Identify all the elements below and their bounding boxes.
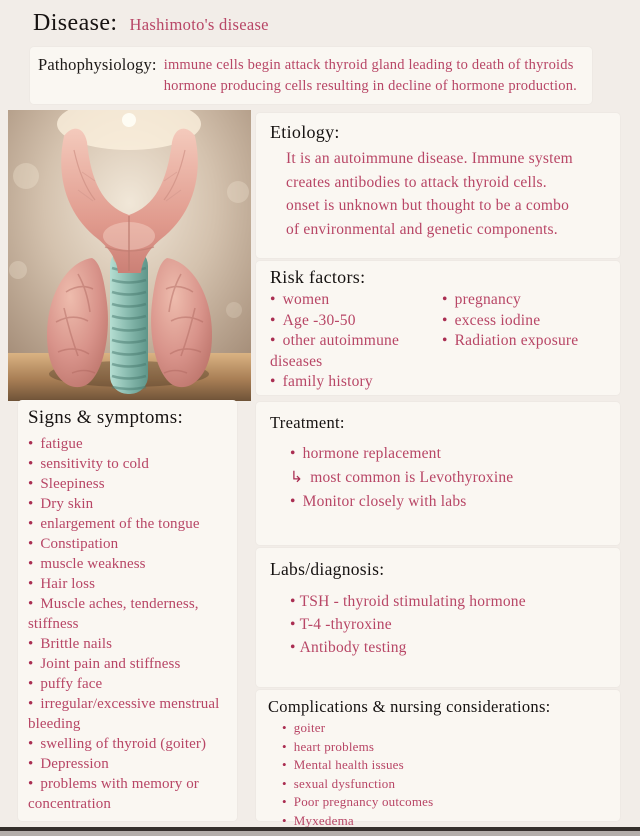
labs-diagnosis-list [290,590,620,659]
list-item-text: sensitivity to cold [40,456,149,472]
list-item-text: hormone replacement [302,445,442,462]
bullet-icon: • [28,556,34,572]
treatment-list [290,442,620,514]
list-item [28,554,229,574]
list-item [28,694,229,734]
list-item [282,719,620,738]
list-item [28,474,229,494]
bullet-icon: • [442,291,448,308]
complications-heading: Complications & nursing considerations: [268,697,551,716]
list-item-text: enlargement of the tongue [40,516,200,532]
pathophysiology-text: immune cells begin attack thyroid gland leading to death of thyroids hormone producing cells resulting in decline of hormone production. [163,57,577,94]
list-item-text: most common is Levothyroxine [310,469,514,486]
bullet-icon: • [270,373,276,390]
list-item [28,774,229,814]
bullet-icon: • [282,738,287,754]
bullet-icon: • [290,616,296,633]
list-item-text: Myxedema [293,812,354,828]
list-item [28,754,229,774]
list-item-text: swelling of thyroid (goiter) [40,736,207,752]
list-item-text: Joint pain and stiffness [40,656,181,672]
list-item [442,331,612,352]
list-item [290,466,620,490]
list-item [28,634,229,654]
labs-diagnosis-card [256,548,620,687]
list-item [270,311,442,332]
bullet-icon: • [442,332,448,349]
signs-symptoms-card [18,400,237,821]
list-item-text: family history [282,373,373,390]
list-item-text: irregular/excessive menstrual bleeding [28,696,220,732]
list-item [28,594,229,634]
list-item [270,372,442,393]
list-item-text: Sleepiness [40,476,105,492]
treatment-card [256,402,620,545]
signs-symptoms-list [28,434,229,814]
list-item-text: sexual dysfunction [293,775,396,791]
list-item-text: T-4 -thyroxine [299,616,392,633]
etiology-text: It is an autoimmune disease. Immune system creates antibodies to attack thyroid cells. onset is unknown but thought to be a combo of environmental and genetic components. [286,150,573,238]
bullet-icon: • [28,756,34,772]
list-item-text: problems with memory or concentration [28,776,199,812]
list-item-text: heart problems [293,738,375,754]
complications-card [256,690,620,828]
list-item [28,534,229,554]
bullet-icon: • [282,794,287,809]
treatment-heading: Treatment: [270,413,345,432]
list-item [28,674,229,694]
list-item-text: muscle weakness [40,556,146,572]
list-item [290,613,620,636]
bullet-icon: • [28,656,34,672]
bullet-icon: • [28,776,34,792]
disease-value: Hashimoto's disease [129,15,269,34]
bullet-icon: • [28,736,34,752]
bullet-icon: • [28,536,34,552]
bullet-icon: • [290,593,296,610]
list-item-text: pregnancy [454,291,521,308]
list-item [282,793,620,812]
bullet-icon: • [290,445,296,462]
list-item [28,434,229,454]
list-item-text: Mental health issues [293,757,404,772]
list-item [270,290,442,311]
bullet-icon: • [28,676,34,692]
list-item [270,331,442,372]
list-item [282,738,620,757]
list-item [28,494,229,514]
bullet-icon: • [282,775,287,791]
bullet-icon: • [282,757,287,772]
risk-factors-card [256,261,620,395]
etiology-heading: Etiology: [270,122,340,142]
bullet-icon: • [290,493,296,510]
list-item [28,514,229,534]
thyroid-illustration [8,110,251,401]
complications-list [282,719,620,830]
list-item [290,590,620,613]
pathophysiology-card [30,47,592,104]
bullet-icon: • [270,311,276,329]
risk-factors-heading: Risk factors: [270,267,366,287]
list-item [290,490,620,514]
list-item [282,775,620,794]
thyroid-gland-image [8,110,251,401]
signs-symptoms-heading: Signs & symptoms: [28,407,184,428]
risk-factors-left-column [270,290,442,393]
labs-diagnosis-heading: Labs/diagnosis: [270,559,385,579]
list-item-text: Radiation exposure [454,332,579,349]
page-bottom-edge [0,827,640,836]
bullet-icon: • [28,636,34,652]
list-item-text: goiter [293,720,326,735]
etiology-card [256,113,620,258]
list-item-text: Muscle aches, tenderness, stiffness [28,596,199,632]
list-item-text: Constipation [40,536,119,552]
bullet-icon: • [28,516,34,532]
bullet-icon: • [270,291,276,308]
bullet-icon: • [28,496,34,512]
list-item-text: Hair loss [40,576,96,592]
bullet-icon: • [28,476,34,492]
list-item [290,636,620,659]
list-item-text: Age -30-50 [282,311,356,329]
disease-header [33,10,269,37]
list-item-text: Poor pregnancy outcomes [293,794,434,809]
list-item-text: fatigue [40,436,83,452]
list-item [28,734,229,754]
risk-factors-right-column [442,290,612,393]
bullet-icon: • [442,311,448,329]
list-item [442,290,612,311]
bullet-icon: • [28,596,34,612]
pathophysiology-label: Pathophysiology: [38,55,157,74]
bullet-icon: • [28,576,34,592]
list-item-text: Depression [40,756,109,772]
bullet-icon: • [28,696,34,712]
list-item-text: women [282,291,330,308]
list-item-text: excess iodine [454,311,541,329]
list-item-text: Antibody testing [299,639,407,656]
bullet-icon: • [282,812,287,828]
list-item [282,756,620,775]
bullet-icon: • [28,456,34,472]
bullet-icon: • [290,639,296,656]
list-item [442,311,612,332]
bullet-icon: ↳ [290,469,304,486]
disease-label: Disease: [33,10,118,36]
list-item-text: Monitor closely with labs [302,493,467,510]
list-item [28,574,229,594]
list-item-text: Dry skin [40,496,94,512]
list-item-text: puffy face [40,676,103,692]
list-item-text: other autoimmune diseases [270,332,400,370]
list-item-text: TSH - thyroid stimulating hormone [299,593,526,610]
list-item [290,442,620,466]
list-item [28,654,229,674]
list-item [28,454,229,474]
bullet-icon: • [282,720,287,735]
bullet-icon: • [28,436,34,452]
list-item-text: Brittle nails [40,636,113,652]
bullet-icon: • [270,332,276,349]
